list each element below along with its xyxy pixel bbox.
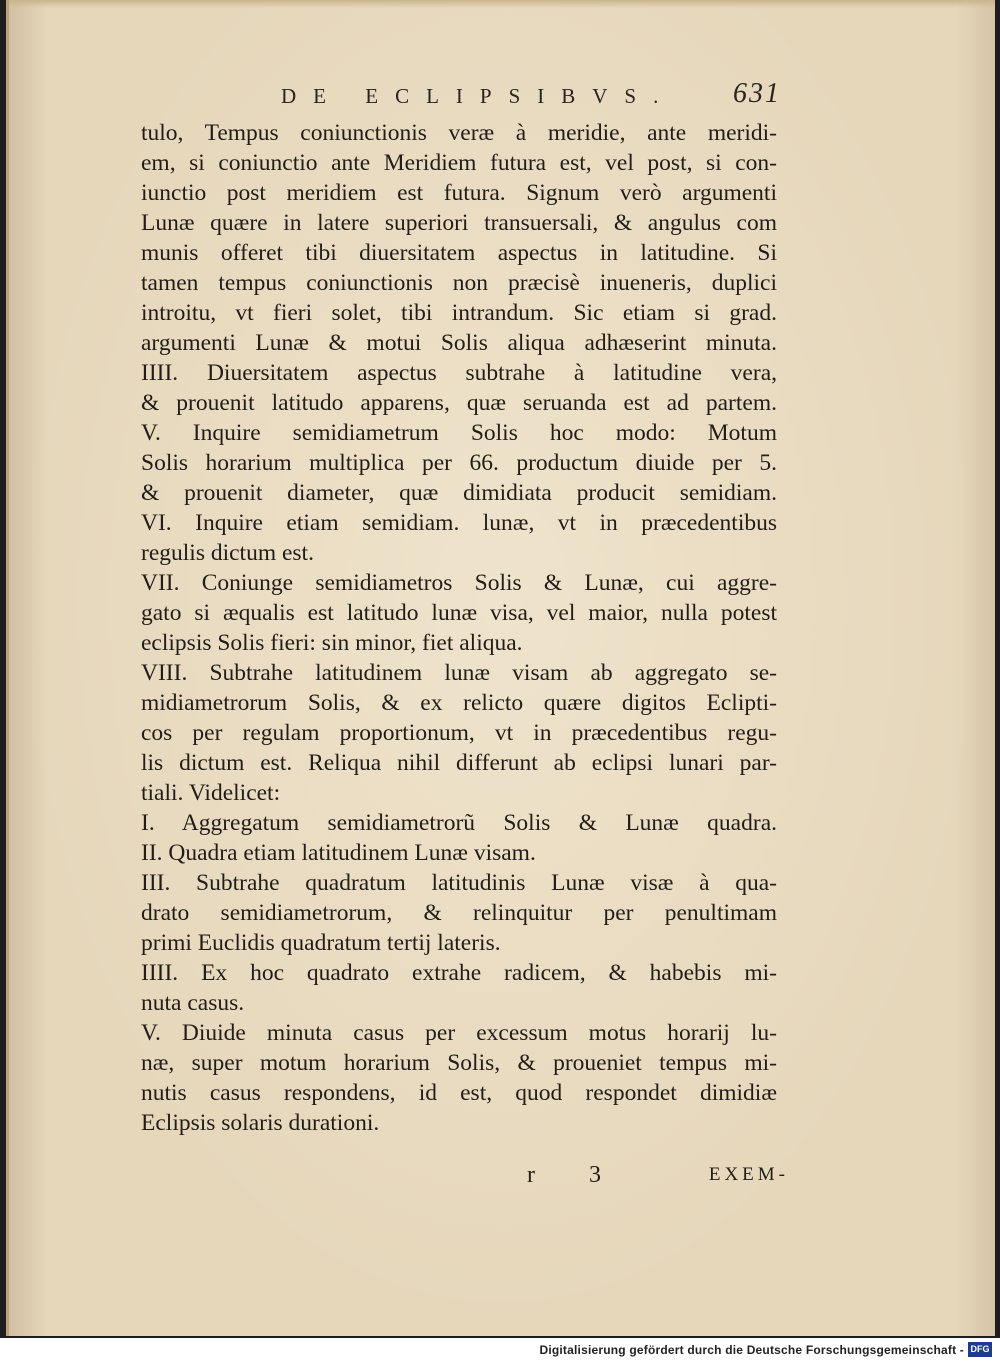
text-line: cos per regulam proportionum, vt in præcedentibus regu- xyxy=(141,720,777,746)
credit-text: Digitalisierung gefördert durch die Deutsche Forschungsgemeinschaft - xyxy=(539,1343,964,1357)
text-line: Eclipsis solaris durationi. xyxy=(141,1110,380,1136)
text-line: IIII. Diuersitatem aspectus subtrahe à latitudine vera, xyxy=(141,360,777,386)
text-line: & prouenit diameter, quæ dimidiata producit semidiam. xyxy=(141,480,777,506)
text-line: em, si coniunctio ante Meridiem futura est, vel post, si con- xyxy=(141,150,777,176)
page-footer xyxy=(509,1160,789,1196)
text-line: I. Aggregatum semidiametrorũ Solis & Lunæ quadra. xyxy=(141,810,777,836)
text-line: lis dictum est. Reliqua nihil differunt ab eclipsi lunari par- xyxy=(141,750,777,776)
catchword: EXEM- xyxy=(708,1164,789,1185)
text-line: III. Subtrahe quadratum latitudinis Lunæ visæ à qua- xyxy=(141,870,777,896)
text-line: iunctio post meridiem est futura. Signum verò argumenti xyxy=(141,180,777,206)
text-line: Solis horarium multiplica per 66. productum diuide per 5. xyxy=(141,450,777,476)
page-header xyxy=(129,78,789,114)
text-line: VIII. Subtrahe latitudinem lunæ visam ab aggregato se- xyxy=(141,660,777,686)
text-line: nuta casus. xyxy=(141,990,245,1016)
running-head: DE ECLIPSIBVS. xyxy=(281,84,676,108)
text-line: primi Euclidis quadratum tertij lateris. xyxy=(141,930,501,956)
text-line: IIII. Ex hoc quadrato extrahe radicem, & habebis mi- xyxy=(141,960,777,986)
text-line: V. Inquire semidiametrum Solis hoc modo: Motum xyxy=(141,420,777,446)
text-line: drato semidiametrorum, & relinquitur per penultimam xyxy=(141,900,777,926)
text-line: gato si æqualis est latitudo lunæ visa, vel maior, nulla potest xyxy=(141,600,777,626)
text-line: & prouenit latitudo apparens, quæ seruanda est ad partem. xyxy=(141,390,777,416)
text-line: tamen tempus coniunctionis non præcisè inueneris, duplici xyxy=(141,270,777,296)
text-line: VI. Inquire etiam semidiam. lunæ, vt in præcedentibus xyxy=(141,510,777,536)
text-line: munis offeret tibi diuersitatem aspectus in latitudine. Si xyxy=(141,240,777,266)
text-line: næ, super motum horarium Solis, & proueniet tempus mi- xyxy=(141,1050,777,1076)
text-line: II. Quadra etiam latitudinem Lunæ visam. xyxy=(141,840,536,866)
page-top-edge xyxy=(9,0,995,8)
text-line: midiametrorum Solis, & ex relicto quære digitos Eclipti- xyxy=(141,690,777,716)
signature-mark: r 3 xyxy=(527,1162,625,1188)
text-line: introitu, vt fieri solet, tibi intrandum. Sic etiam si grad. xyxy=(141,300,777,326)
text-line: argumenti Lunæ & motui Solis aliqua adhæserint minuta. xyxy=(141,330,777,356)
credit-bar xyxy=(0,1338,1000,1362)
page-number: 631 xyxy=(733,78,781,109)
dfg-logo-icon: DFG xyxy=(968,1342,992,1357)
book-page xyxy=(6,0,995,1336)
text-line: regulis dictum est. xyxy=(141,540,314,566)
text-line: tiali. Videlicet: xyxy=(141,780,281,806)
text-line: V. Diuide minuta casus per excessum motus horarij lu- xyxy=(141,1020,777,1046)
text-line: nutis casus respondens, id est, quod respondet dimidiæ xyxy=(141,1080,777,1106)
text-line: tulo, Tempus coniunctionis veræ à meridie, ante meridi- xyxy=(141,120,777,146)
text-line: VII. Coniunge semidiametros Solis & Lunæ, cui aggre- xyxy=(141,570,777,596)
text-line: eclipsis Solis fieri: sin minor, fiet aliqua. xyxy=(141,630,523,656)
body-text xyxy=(141,118,777,1138)
text-line: Lunæ quære in latere superiori transuersali, & angulus com xyxy=(141,210,777,236)
